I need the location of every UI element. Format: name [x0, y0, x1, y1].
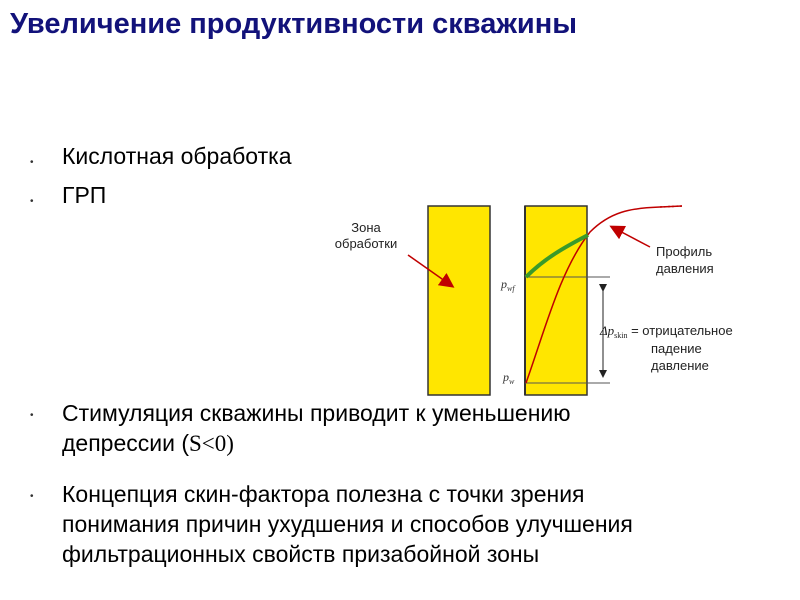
closing-paren: ): [226, 431, 234, 456]
bullet-dot: •: [30, 410, 34, 421]
bullet-dot: •: [30, 491, 34, 502]
skin-line-3: фильтрационных свойств призабойной зоны: [62, 541, 540, 567]
zone-label-line-1: Зона: [351, 220, 381, 235]
bullet-acid-treatment: Кислотная обработка: [62, 143, 292, 169]
bullet-dot: •: [30, 196, 34, 207]
stimulation-text: депрессии (: [62, 430, 189, 456]
treatment-zone-left: [428, 206, 490, 395]
bullet-dot: •: [30, 157, 34, 168]
delta-p-skin-label: $\Delta p_{skin}$ = отрицательное: [600, 323, 733, 340]
profile-label-line-1: Профиль: [656, 244, 713, 259]
delta-p-text-line-2: падение: [651, 341, 702, 356]
bullet-frac: ГРП: [62, 182, 107, 208]
treatment-zone-right: [525, 206, 587, 395]
zone-label-line-2: обработки: [334, 236, 398, 251]
page-title: Увеличение продуктивности скважины: [10, 8, 578, 40]
stimulation-line-1: Стимуляция скважины приводит к уменьшению: [62, 400, 571, 426]
skin-line-1: Концепция скин-фактора полезна с точки зрения: [62, 481, 585, 507]
profile-label-line-2: давления: [656, 261, 714, 276]
pwf-label: $p_{wf}$: [501, 277, 515, 293]
pw-label: $p_w$: [503, 370, 515, 386]
profile-pointer-arrow: [612, 227, 650, 247]
skin-condition-math: S<0: [189, 431, 227, 456]
delta-p-text-line-3: давление: [651, 358, 709, 373]
skin-line-2: понимания причин ухудшения и способов улучшения: [62, 511, 633, 537]
